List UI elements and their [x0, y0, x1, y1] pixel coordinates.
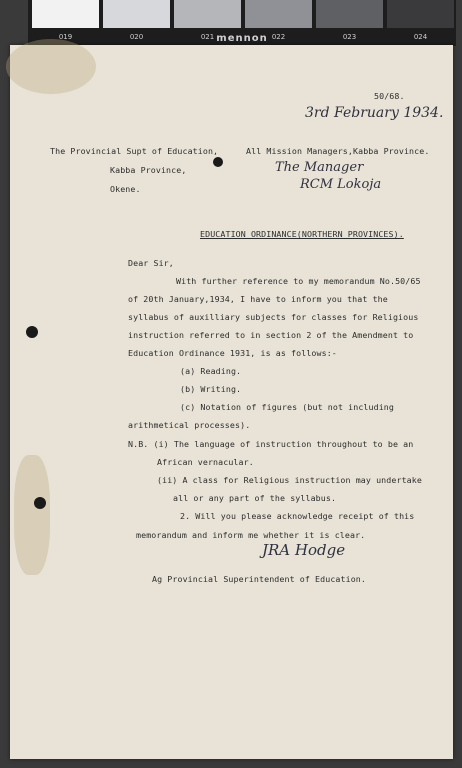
handwritten-recipient: RCM Lokoja: [300, 177, 382, 192]
body-line: all or any part of the syllabus.: [173, 493, 337, 503]
body-line: Education Ordinance 1931, is as follows:-: [128, 348, 337, 358]
body-line: African vernacular.: [157, 457, 254, 467]
sender-line: The Provincial Supt of Education,: [50, 146, 219, 156]
body-line: memorandum and inform me whether it is clear.: [136, 530, 366, 540]
reference-number: 50/68.: [374, 91, 405, 101]
body-line: (c) Notation of figures (but not including: [180, 402, 394, 412]
body-line: instruction referred to in section 2 of the Amendment to: [128, 330, 414, 340]
paper-stain: [6, 39, 96, 94]
sender-line: Okene.: [110, 184, 141, 194]
signatory-title: Ag Provincial Superintendent of Education.: [152, 574, 366, 584]
swatch: [103, 0, 170, 41]
swatch: [316, 0, 383, 41]
body-line: arithmetical processes).: [128, 420, 251, 430]
sender-line: Kabba Province,: [110, 165, 187, 175]
body-line: 2. Will you please acknowledge receipt of this: [180, 511, 415, 521]
swatch-number: 024: [413, 33, 428, 41]
body-line: (ii) A class for Religious instruction may undertake: [157, 475, 422, 485]
swatch-number: 023: [342, 33, 357, 41]
handwritten-signature: JRA Hodge: [262, 541, 346, 559]
swatch: [174, 0, 241, 41]
swatch: [387, 0, 454, 41]
body-line: N.B. (i) The language of instruction throughout to be an: [128, 439, 414, 449]
body-line: syllabus of auxilliary subjects for classes for Religious: [128, 312, 419, 322]
handwritten-recipient: The Manager: [275, 160, 364, 175]
swatch-number: 019: [58, 33, 73, 41]
color-calibration-chart: [28, 0, 456, 46]
ink-blot: [213, 157, 223, 167]
subject-heading: EDUCATION ORDINANCE(NORTHERN PROVINCES).: [200, 229, 404, 239]
handwritten-date: 3rd February 1934.: [305, 105, 444, 121]
swatch: [245, 0, 312, 41]
swatch: [32, 0, 99, 41]
punch-hole: [26, 326, 38, 338]
punch-hole: [34, 497, 46, 509]
body-line: With further reference to my memorandum No.50/65: [176, 276, 421, 286]
letter-page: [10, 45, 453, 759]
swatch-number: 022: [271, 33, 286, 41]
paper-stain: [14, 455, 50, 575]
body-line: of 20th January,1934, I have to inform you that the: [128, 294, 388, 304]
swatch-number: 020: [129, 33, 144, 41]
chart-brand: mennon: [216, 33, 268, 44]
body-line: (b) Writing.: [180, 384, 242, 394]
salutation: Dear Sir,: [128, 258, 174, 268]
recipient-line: All Mission Managers,Kabba Province.: [246, 146, 430, 156]
body-line: (a) Reading.: [180, 366, 242, 376]
swatch-number: 021: [200, 33, 215, 41]
